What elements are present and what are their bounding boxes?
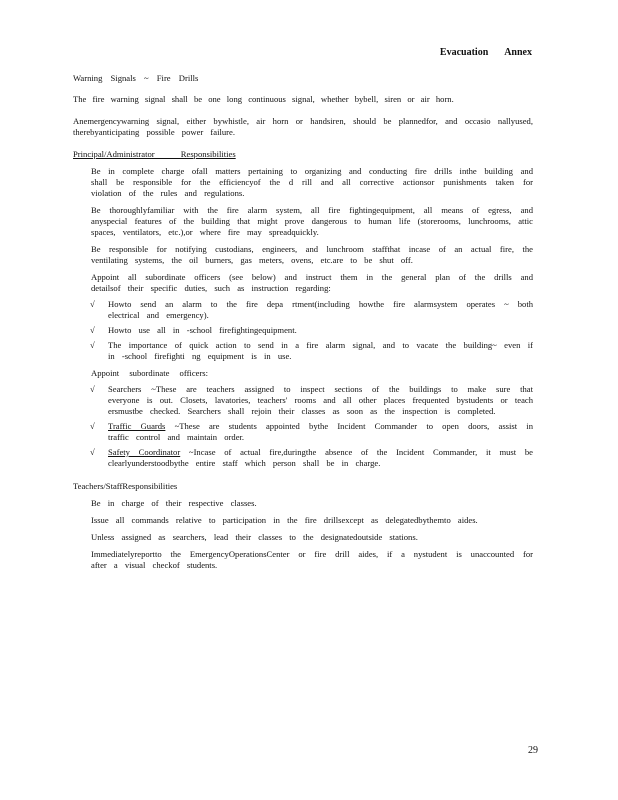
- bullet-box: [73, 549, 91, 571]
- principal-item: [73, 205, 533, 238]
- officer-description: Searchers ~These are teachers assigned to inspect sections of the buildings to make sure that everyone is out. Closets, lavatories, teachers' rooms and all other places frequented bystudents or teach ersmustbe checked. Searchers shall rejoin their classes as soon as the inspection is completed.: [108, 384, 533, 416]
- bullet-box: [73, 368, 91, 379]
- teacher-item-text: Be in charge of their respective classes.: [91, 498, 257, 508]
- instruction-subitem: [90, 325, 533, 336]
- warning-heading: Warning Signals ~ Fire Drills: [73, 73, 199, 83]
- teacher-item-text: Unless assigned as searchers, lead their classes to the designatedoutside stations.: [91, 532, 418, 542]
- bullet-box: [73, 532, 91, 543]
- principal-item: [73, 368, 533, 379]
- principal-heading: Principal/Administrator Responsibilities: [73, 149, 236, 159]
- page-number: 29: [528, 745, 538, 756]
- warning-paragraph-1: The fire warning signal shall be one long continuous signal, whether bybell, siren or air horn.: [73, 94, 454, 104]
- teachers-heading: Teachers/StaffResponsibilities: [73, 481, 178, 491]
- check-mark-icon: √: [90, 421, 95, 431]
- warning-paragraph-2: Anemergencywarning signal, either bywhistle, air horn or handsiren, should be plannedfor, and occasio nallyused, therebyanticipating possible power failure.: [73, 116, 533, 137]
- page-content: [73, 73, 533, 571]
- check-mark-icon: √: [90, 447, 95, 457]
- bullet-box: [73, 498, 91, 509]
- officer-subitem: [90, 384, 533, 417]
- annex-title: Evacuation Annex: [439, 47, 532, 58]
- officer-subitem: [90, 421, 533, 443]
- instruction-subitem-text: The importance of quick action to send in a fire alarm signal, and to vacate the building~ even if in -school firefighti ng equipment is in use.: [108, 340, 533, 361]
- instruction-subitem-text: Howto use all in -school firefightingequipment.: [108, 325, 297, 335]
- teacher-item-text: Immediatelyreportto the EmergencyOperationsCenter or fire drill aides, if a nystudent is unaccounted for after a visual checkof students.: [91, 549, 533, 570]
- officer-description: ~These are students appointed bythe Incident Commander to open doors, assist in traffic control and maintain order.: [108, 421, 533, 442]
- teacher-item-text: Issue all commands relative to participation in the fire drillsexcept as delegatedbythemto aides.: [91, 515, 478, 525]
- principal-item: [73, 272, 533, 294]
- bullet-box: [73, 272, 91, 294]
- principal-item-text: Appoint all subordinate officers (see below) and instruct them in the general plan of the drills and detailsof their specific duties, such as instruction regarding:: [91, 272, 533, 293]
- bullet-box: [73, 205, 91, 238]
- instruction-subitem: [90, 340, 533, 362]
- teacher-item: [73, 532, 533, 543]
- instruction-subitem-text: Howto send an alarm to the fire depa rtment(including howthe fire alarmsystem operates ~ both electrical and emergency).: [108, 299, 533, 320]
- bullet-box: [73, 515, 91, 526]
- check-mark-icon: √: [90, 384, 95, 394]
- check-mark-icon: √: [90, 340, 95, 350]
- principal-item: [73, 166, 533, 199]
- bullet-box: [73, 166, 91, 199]
- officer-subitem: [90, 447, 533, 469]
- principal-item: [73, 244, 533, 266]
- check-mark-icon: √: [90, 325, 95, 335]
- instruction-subitem: [90, 299, 533, 321]
- officer-title: Safety Coordinator: [108, 447, 181, 457]
- officer-description: ~Incase of actual fire,duringthe absence of the Incident Commander, it must be clearlyunderstoodbythe entire staff which person shall be in charge.: [108, 447, 533, 468]
- principal-item-text: Be in complete charge ofall matters pertaining to organizing and conducting fire drills inthe building and shall be responsible for the efficiencyof the d rill and all corrective actionsor punishments taken for violation of the rules and regulations.: [91, 166, 533, 198]
- officer-title: Traffic Guards: [108, 421, 166, 431]
- check-mark-icon: √: [90, 299, 95, 309]
- teacher-item: [73, 549, 533, 571]
- principal-item-text: Be responsible for notifying custodians, engineers, and lunchroom staffthat incase of an actual fire, the ventilating systems, the oil burners, gas meters, ovens, etc.are to be shut off.: [91, 244, 533, 265]
- principal-item-text: Appoint subordinate officers:: [91, 368, 209, 378]
- principal-item-text: Be thoroughlyfamiliar with the fire alarm system, all fire fightingequipment, all means of egress, and anyspecial features of the building that might prove dangerous to human life (storerooms, lunchrooms, attic spaces, ventilators, etc.),or where fire may spreadquickly.: [91, 205, 533, 237]
- teacher-item: [73, 498, 533, 509]
- bullet-box: [73, 244, 91, 266]
- teacher-item: [73, 515, 533, 526]
